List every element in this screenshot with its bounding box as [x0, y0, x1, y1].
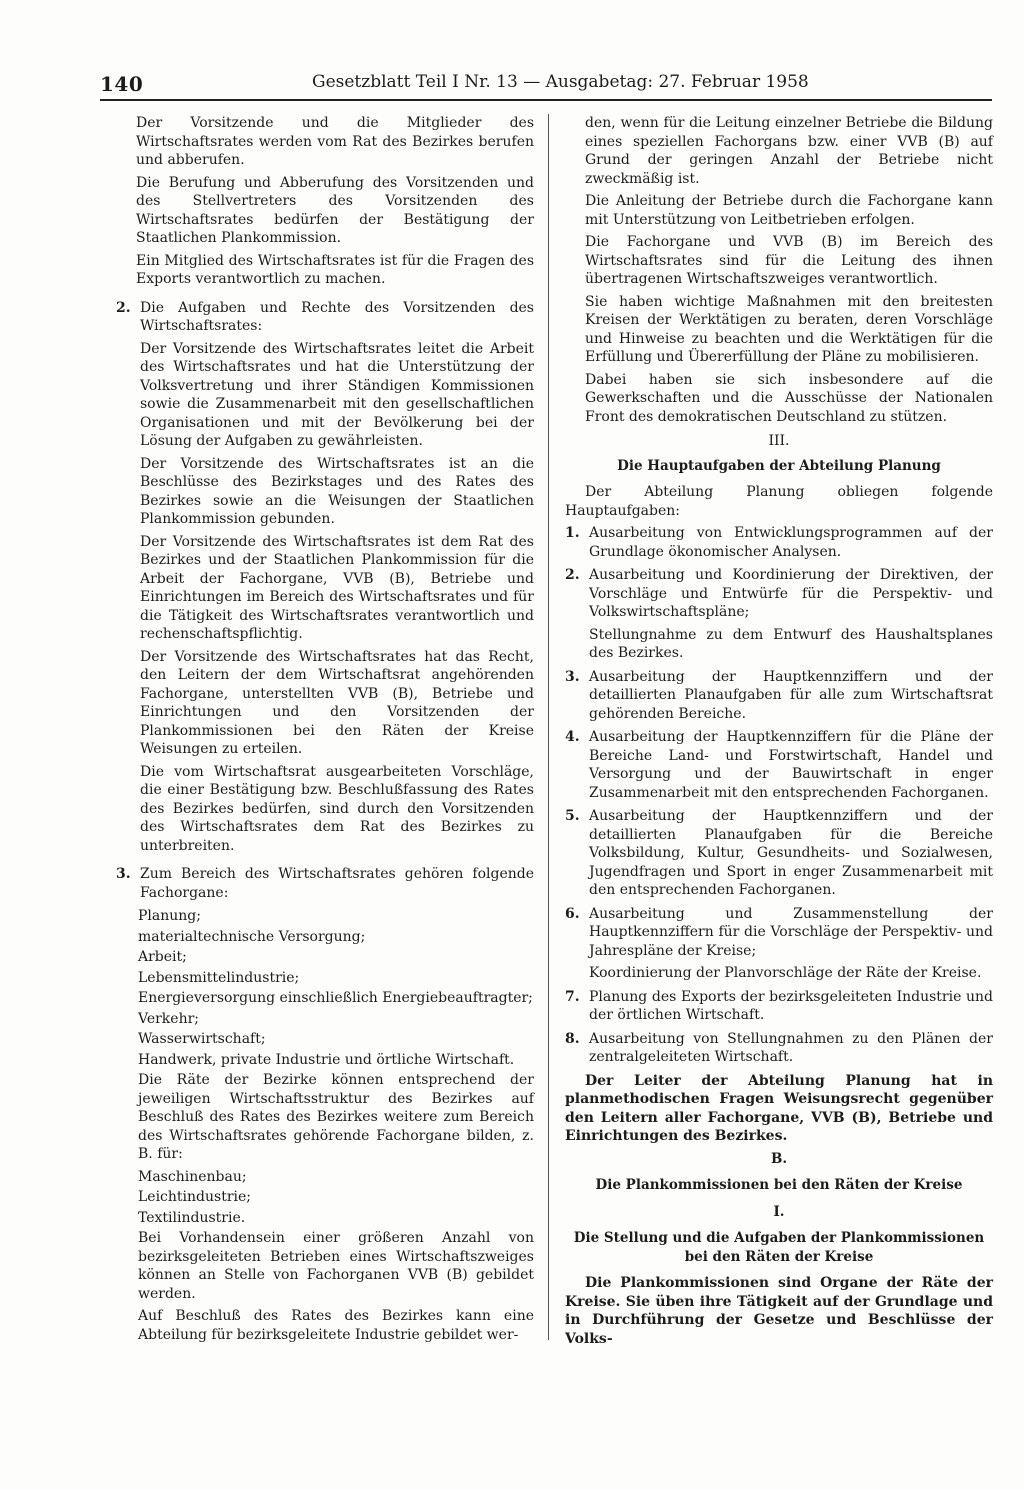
task-text: Ausarbeitung von Stellungnahmen zu den Plänen der zentralgeleiteten Wirtschaft. [589, 1030, 993, 1065]
header-rule [100, 99, 992, 101]
task-text: Ausarbeitung und Zusammenstellung der Hauptkennziffern für die Vorschläge der Perspektiv- und Jahrespläne der Kreise; [589, 905, 993, 959]
list-item-2 [116, 299, 534, 856]
paragraph: Die Fachorgane und VVB (B) im Bereich des Wirtschaftsrates sind für die Leitung des ihnen übertragenen Wirtschaftszweiges verantwortlich. [585, 234, 993, 287]
paragraph: Der Vorsitzende des Wirtschaftsrates ist an die Beschlüsse des Bezirkstages und des Rates des Bezirkes sowie an die Weisungen der Staatlichen Plankommission gebunden. [140, 455, 534, 527]
paragraph: Die Berufung und Abberufung des Vorsitzenden und des Stellvertreters des Vorsitzenden des Wirtschaftsrates bedürfen der Bestätigung der Staatlichen Plankommission. [136, 174, 534, 246]
item-title: Die Aufgaben und Rechte des Vorsitzenden des Wirtschaftsrates: [140, 299, 534, 334]
item-number: 4. [565, 729, 580, 745]
paragraph: Ein Mitglied des Wirtschaftsrates ist für die Fragen des Exports verantwortlich zu machen. [136, 252, 534, 287]
item-number: 1. [565, 525, 580, 541]
paragraph: Auf Beschluß des Rates des Bezirkes kann eine Abteilung für bezirksgeleitete Industrie gebildet wer- [138, 1308, 534, 1343]
item-title: Zum Bereich des Wirtschaftsrates gehören folgende Fachorgane: [140, 866, 534, 901]
organ-entry: Maschinenbau; [138, 1168, 247, 1185]
paragraph: Die vom Wirtschaftsrat ausgearbeiteten Vorschläge, die einer Bestätigung bzw. Beschlußfassung des Rates des Bezirkes bedürfen, sind durch den Vorsitzenden des Wirtschaftsrates dem Rat des Bezirkes zu unterbreiten. [140, 763, 534, 854]
section-letter: B. [770, 1150, 788, 1167]
organ-entry: Leichtindustrie; [138, 1189, 251, 1205]
list-item-3 [116, 865, 534, 902]
section-number: III. [768, 433, 790, 449]
task-item [565, 988, 993, 1025]
paragraph: Die Plankommissionen sind Organe der Räte der Kreise. Sie üben ihre Tätigkeit auf der Grundlage und in Durchführung der Gesetze und Beschlüsse der Volks- [565, 1275, 993, 1347]
task-item [565, 1030, 993, 1067]
paragraph: Dabei haben sie sich insbesondere auf die Gewerkschaften und die Ausschüsse der Nationalen Front des demokratischen Deutschland zu stützen. [585, 371, 993, 425]
organ-entry: Verkehr; [138, 1010, 199, 1027]
item-number: 7. [565, 988, 580, 1005]
task-text: Ausarbeitung der Hauptkennziffern und der detaillierten Planaufgaben für alle zum Wirtschaftsrat gehörenden Bereiche. [589, 668, 993, 722]
task-item [565, 807, 993, 900]
organ-entry: Arbeit; [138, 949, 187, 965]
organ-entry: Textilindustrie. [138, 1209, 246, 1226]
item-number: 6. [565, 905, 580, 922]
paragraph: Der Vorsitzende und die Mitglieder des Wirtschaftsrates werden vom Rat des Bezirkes berufen und abberufen. [136, 115, 534, 168]
page-number: 140 [100, 72, 144, 96]
task-subtext: Koordinierung der Planvorschläge der Räte der Kreise. [589, 965, 982, 981]
task-item [565, 728, 993, 802]
paragraph: Der Vorsitzende des Wirtschaftsrates ist dem Rat des Bezirkes und der Staatlichen Plankommission für die Arbeit der Fachorgane, VVB (B), Betriebe und Einrichtungen im Bereich des Wirtschaftsrates und für die Tätigkeit des Wirtschaftsrates verantwortlich und rechenschaftspflichtig. [140, 533, 534, 642]
paragraph: Der Vorsitzende des Wirtschaftsrates hat das Recht, den Leitern der dem Wirtschaftsrat angehörenden Fachorgane, unterstellten VVB (B), Betriebe und Einrichtungen und den Vorsitzenden der Plankommissionen bei den Räten der Kreise Weisungen zu erteilen. [140, 648, 534, 757]
section-heading: Die Plankommissionen bei den Räten der Kreise [595, 1177, 963, 1193]
section-heading: Die Stellung und die Aufgaben der Plankommissionen bei den Räten der Kreise [573, 1230, 985, 1265]
left-column [116, 114, 534, 1348]
paragraph: Die Anleitung der Betriebe durch die Fachorgane kann mit Unterstützung von Leitbetrieben erfolgen. [585, 193, 993, 228]
task-text: Ausarbeitung von Entwicklungsprogrammen auf der Grundlage ökonomischer Analysen. [589, 525, 993, 560]
paragraph: Die Räte der Bezirke können entsprechend der jeweiligen Wirtschaftsstruktur des Bezirkes auf Beschluß des Rates des Bezirkes weitere zum Bereich des Wirtschaftsrates gehörende Fachorgane bilden, z. B. für: [138, 1072, 534, 1162]
right-column [565, 114, 993, 1352]
item-number: 2. [565, 567, 580, 583]
paragraph: Der Abteilung Planung obliegen folgende Hauptaufgaben: [565, 484, 993, 519]
task-item [565, 524, 993, 561]
header-title: Gesetzblatt Teil I Nr. 13 — Ausgabetag: 27. Februar 1958 [312, 72, 809, 92]
item-number: 5. [565, 808, 580, 824]
task-subtext: Stellungnahme zu dem Entwurf des Haushaltsplanes des Bezirkes. [589, 626, 993, 661]
item-number: 3. [565, 668, 580, 685]
task-text: Ausarbeitung der Hauptkennziffern und der detaillierten Planaufgaben für die Bereiche Volksbildung, Kultur, Gesundheits- und Sozialwesen, Jugendfragen und Sport in enger Zusammenarbeit mit den entsprechenden Fachorganen. [589, 808, 993, 898]
page-header [0, 72, 1024, 98]
task-text: Ausarbeitung und Koordinierung der Direktiven, der Vorschläge und Entwürfe für die Perspektiv- und Volkswirtschaftspläne; [589, 567, 993, 620]
organ-entry: Energieversorgung einschließlich Energiebeauftragter; [138, 990, 533, 1006]
paragraph: Der Vorsitzende des Wirtschaftsrates leitet die Arbeit des Wirtschaftsrates und hat die Unterstützung der Volksvertretung und ihrer Ständigen Kommissionen sowie die Zusammenarbeit mit den gesellschaftlichen Organisationen und mit der Bevölkerung bei der Lösung der Aufgaben zu gewährleisten. [140, 340, 534, 449]
organ-entry: materialtechnische Versorgung; [138, 928, 366, 945]
item-number: 3. [116, 866, 131, 882]
task-text: Ausarbeitung der Hauptkennziffern für die Pläne der Bereiche Land- und Forstwirtschaft, Handel und Versorgung und der Bauwirtschaft in enger Zusammenarbeit mit den entsprechenden Fachorganen. [589, 729, 993, 801]
organ-entry: Lebensmittelindustrie; [138, 969, 300, 986]
paragraph: Sie haben wichtige Maßnahmen mit den breitesten Kreisen der Werktätigen zu beraten, deren Vorschläge und Hinweise zu beachten und die Werktätigen für die Erfüllung und Übererfüllung der Pläne zu mobilisieren. [585, 293, 993, 365]
organ-entry: Wasserwirtschaft; [138, 1031, 266, 1047]
section-number: I. [773, 1203, 785, 1220]
paragraph: Der Leiter der Abteilung Planung hat in planmethodischen Fragen Weisungsrecht gegenüber den Leitern aller Fachorgane, VVB (B), Betriebe und Einrichtungen des Bezirkes. [565, 1072, 993, 1144]
paragraph: den, wenn für die Leitung einzelner Betriebe die Bildung eines speziellen Fachorgans bzw. einer VVB (B) auf Grund der geringen Anzahl der Betriebe nicht zweckmäßig ist. [585, 115, 993, 187]
task-item [565, 668, 993, 724]
section-heading: Die Hauptaufgaben der Abteilung Planung [617, 457, 941, 474]
column-divider [548, 114, 549, 1340]
paragraph: Bei Vorhandensein einer größeren Anzahl von bezirksgeleiteten Betrieben eines Wirtschaftszweiges können an Stelle von Fachorganen VVB (B) gebildet werden. [138, 1230, 534, 1302]
organ-entry: Planung; [138, 908, 201, 924]
item-number: 2. [116, 299, 131, 316]
task-text: Planung des Exports der bezirksgeleiteten Industrie und der örtlichen Wirtschaft. [589, 988, 993, 1023]
task-item [565, 566, 993, 663]
item-number: 8. [565, 1030, 580, 1047]
task-item [565, 905, 993, 983]
organ-entry: Handwerk, private Industrie und örtliche Wirtschaft. [138, 1051, 515, 1068]
